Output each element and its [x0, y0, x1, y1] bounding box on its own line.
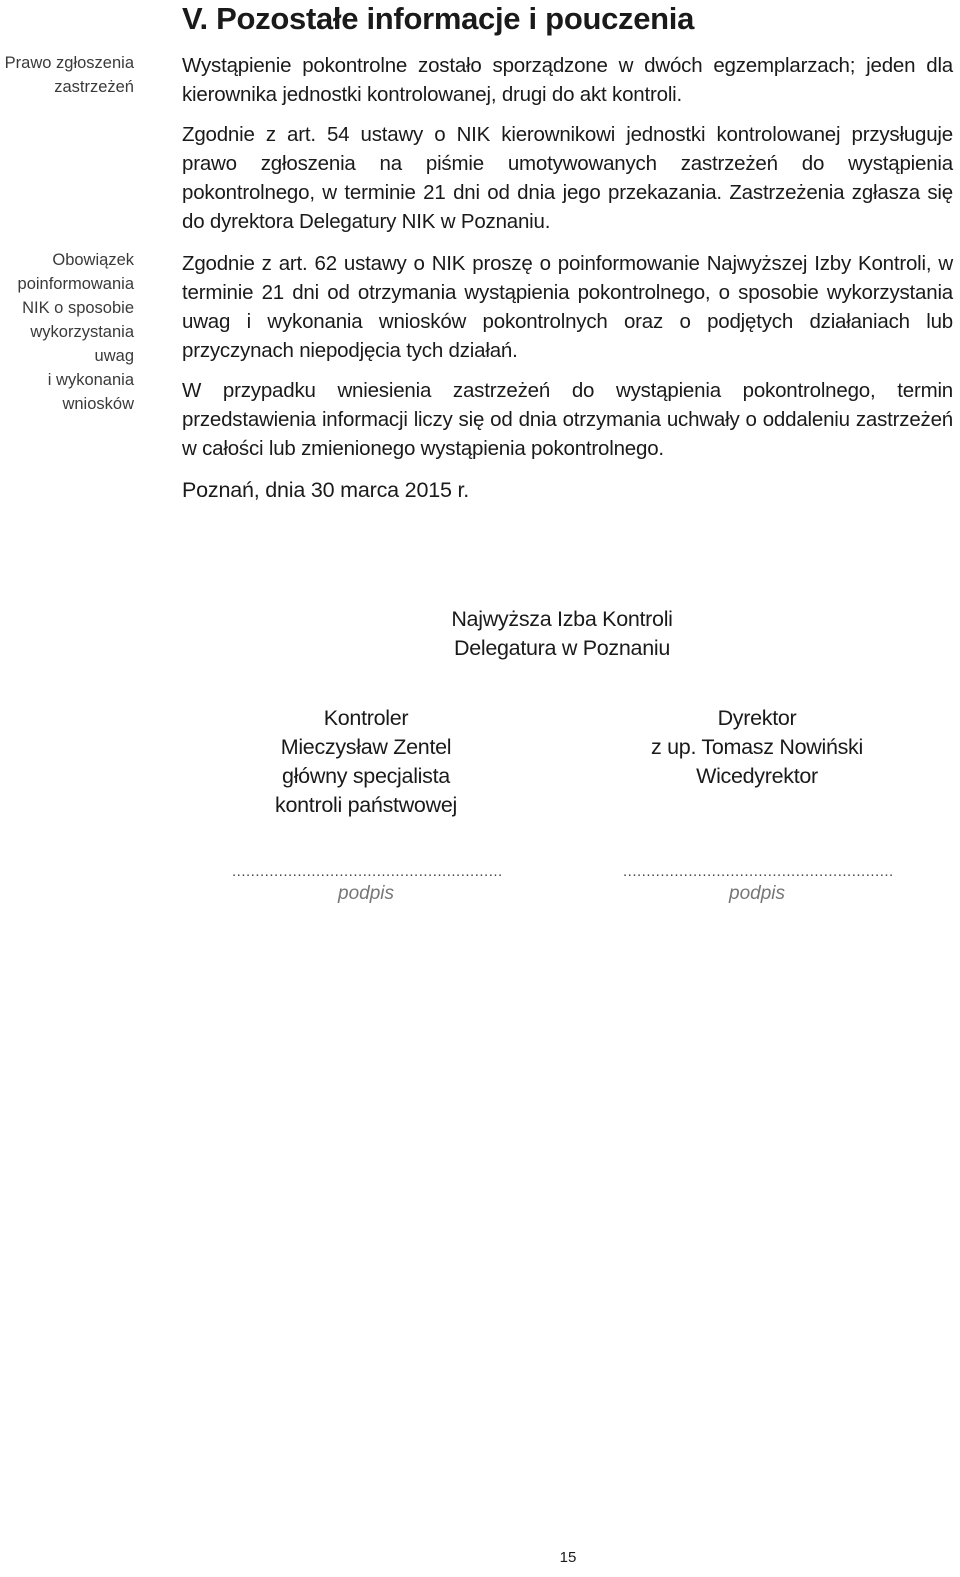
margin-note-line: wykorzystania — [30, 323, 134, 341]
signer-controller — [216, 704, 516, 820]
margin-note-line: uwag — [94, 347, 134, 365]
signature-label-right: podpis — [729, 883, 785, 904]
signer-position: kontroli państwowej — [275, 793, 457, 817]
signer-name: z up. Tomasz Nowiński — [651, 735, 863, 759]
margin-note-line: zastrzeżeń — [54, 78, 134, 96]
signer-role: Dyrektor — [717, 706, 797, 730]
signature-line-left: .......................................................... — [232, 863, 503, 880]
signature-line-right: .......................................................... — [623, 863, 894, 880]
signer-name: Mieczysław Zentel — [280, 735, 452, 759]
paragraph-art-54: Zgodnie z art. 54 ustawy o NIK kierownikowi jednostki kontrolowanej przysługuje prawo zgłoszenia na piśmie umotywowanych zastrzeżeń do wystąpienia pokontrolnego, w terminie 21 dni od dnia jego przekazania. Zastrzeżenia zgłasza się do dyrektora Delegatury NIK w Poznaniu. — [182, 123, 953, 233]
institution-name: Najwyższa Izba Kontroli — [451, 607, 673, 631]
institution-block — [380, 605, 744, 663]
signer-position: główny specjalista — [282, 764, 450, 788]
section-title: V. Pozostałe informacje i pouczenia — [182, 1, 695, 36]
signer-position: Wicedyrektor — [696, 764, 818, 788]
institution-branch: Delegatura w Poznaniu — [453, 636, 670, 660]
paragraph-objection-deadline: W przypadku wniesienia zastrzeżeń do wystąpienia pokontrolnego, termin przedstawienia informacji liczy się od dnia otrzymania uchwały o oddaleniu zastrzeżeń w całości lub zmienionego wystąpienia pokontrolnego. — [182, 379, 953, 460]
margin-note-line: Obowiązek — [52, 251, 134, 269]
margin-note-line: i wykonania — [47, 371, 134, 389]
margin-note-line: wniosków — [62, 395, 134, 413]
signer-role: Kontroler — [323, 706, 409, 730]
paragraph-copies: Wystąpienie pokontrolne zostało sporządzone w dwóch egzemplarzach; jeden dla kierownika jednostki kontrolowanej, drugi do akt kontroli. — [182, 54, 953, 106]
margin-note-line: Prawo zgłoszenia — [4, 54, 134, 72]
signature-label-left: podpis — [338, 883, 394, 904]
margin-note-line: poinformowania — [17, 275, 134, 293]
signer-director — [607, 704, 907, 791]
margin-note-right-to-object — [0, 51, 134, 99]
margin-note-obligation-to-inform — [0, 248, 134, 416]
paragraph-art-62: Zgodnie z art. 62 ustawy o NIK proszę o poinformowanie Najwyższej Izby Kontroli, w terminie 21 dni od otrzymania wystąpienia pokontrolnego, o sposobie wykorzystania uwag i wykonania wniosków pokontrolnych oraz o podjętych działaniach lub przyczynach niepodjęcia tych działań. — [182, 252, 953, 362]
page-number: 15 — [559, 1549, 577, 1566]
margin-note-line: NIK o sposobie — [22, 299, 134, 317]
place-and-date: Poznań, dnia 30 marca 2015 r. — [182, 478, 470, 502]
